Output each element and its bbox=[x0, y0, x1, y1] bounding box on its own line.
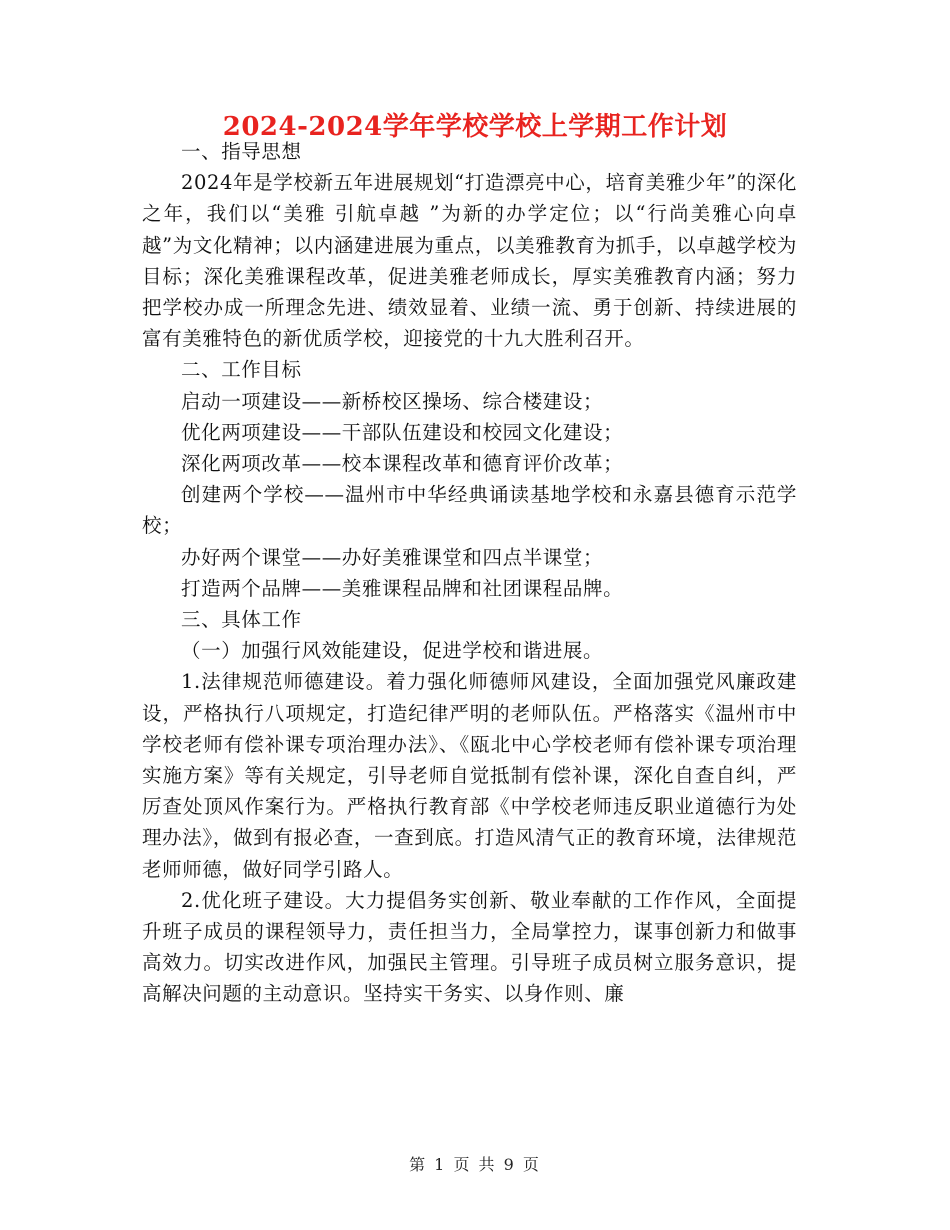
goal-item: 办好两个课堂——办好美雅课堂和四点半课堂； bbox=[181, 545, 604, 569]
paragraph-leadership: 2.优化班子建设。大力提倡务实创新、敬业奉献的工作作风，全面提升班子成员的课程领导力，责任担当力，全局掌控力，谋事创新力和做事高效力。切实改进作风，加强民主管理。引导班子成员树立服务意识，提高解决问题的主动意识。坚持实干务实、以身作则、廉 bbox=[142, 888, 797, 1006]
section-heading-work-goals: 二、工作目标 bbox=[181, 358, 302, 382]
goal-item: 启动一项建设——新桥校区操场、综合楼建设； bbox=[181, 389, 604, 413]
section-heading-guiding-ideology: 一、指导思想 bbox=[181, 140, 302, 163]
goal-item: 深化两项改革——校本课程改革和德育评价改革； bbox=[181, 452, 624, 476]
subsection-heading: （一）加强行风效能建设，促进学校和谐进展。 bbox=[181, 639, 604, 663]
page-number-footer: 第 1 页 共 9 页 bbox=[409, 1155, 541, 1174]
goal-item: 打造两个品牌——美雅课程品牌和社团课程品牌。 bbox=[181, 576, 624, 600]
goal-item: 优化两项建设——干部队伍建设和校园文化建设； bbox=[181, 420, 624, 444]
section-heading-specific-work: 三、具体工作 bbox=[181, 608, 302, 632]
paragraph-guiding-ideology: 2024年是学校新五年进展规划“打造漂亮中心，培育美雅少年”的深化之年，我们以“美雅 引航卓越 ”为新的办学定位；以“行尚美雅心向卓越”为文化精神；以内涵建进展为重点，以美雅教育为抓手，以卓越学校为目标；深化美雅课程改革，促进美雅老师成长，厚实美雅教育内涵；努力把学校办成一所理念先进、绩效显着、业绩一流、勇于创新、持续进展的富有美雅特色的新优质学校，迎接党的十九大胜利召开。 bbox=[142, 171, 797, 351]
goal-item: 创建两个学校——温州市中华经典诵读基地学校和永嘉县德育示范学校； bbox=[142, 483, 797, 538]
document-body bbox=[142, 136, 797, 1010]
paragraph-teacher-ethics: 1.法律规范师德建设。着力强化师德师风建设，全面加强党风廉政建设，严格执行八项规定，打造纪律严明的老师队伍。严格落实《温州市中学校老师有偿补课专项治理办法》、《瓯北中心学校老师有偿补课专项治理实施方案》等有关规定，引导老师自觉抵制有偿补课，深化自查自纠，严厉查处顶风作案行为。严格执行教育部《中学校老师违反职业道德行为处理办法》，做到有报必查，一查到底。打造风清气正的教育环境，法律规范老师师德，做好同学引路人。 bbox=[142, 670, 797, 881]
document-title: 2024-2024学年学校学校上学期工作计划 bbox=[222, 112, 728, 142]
